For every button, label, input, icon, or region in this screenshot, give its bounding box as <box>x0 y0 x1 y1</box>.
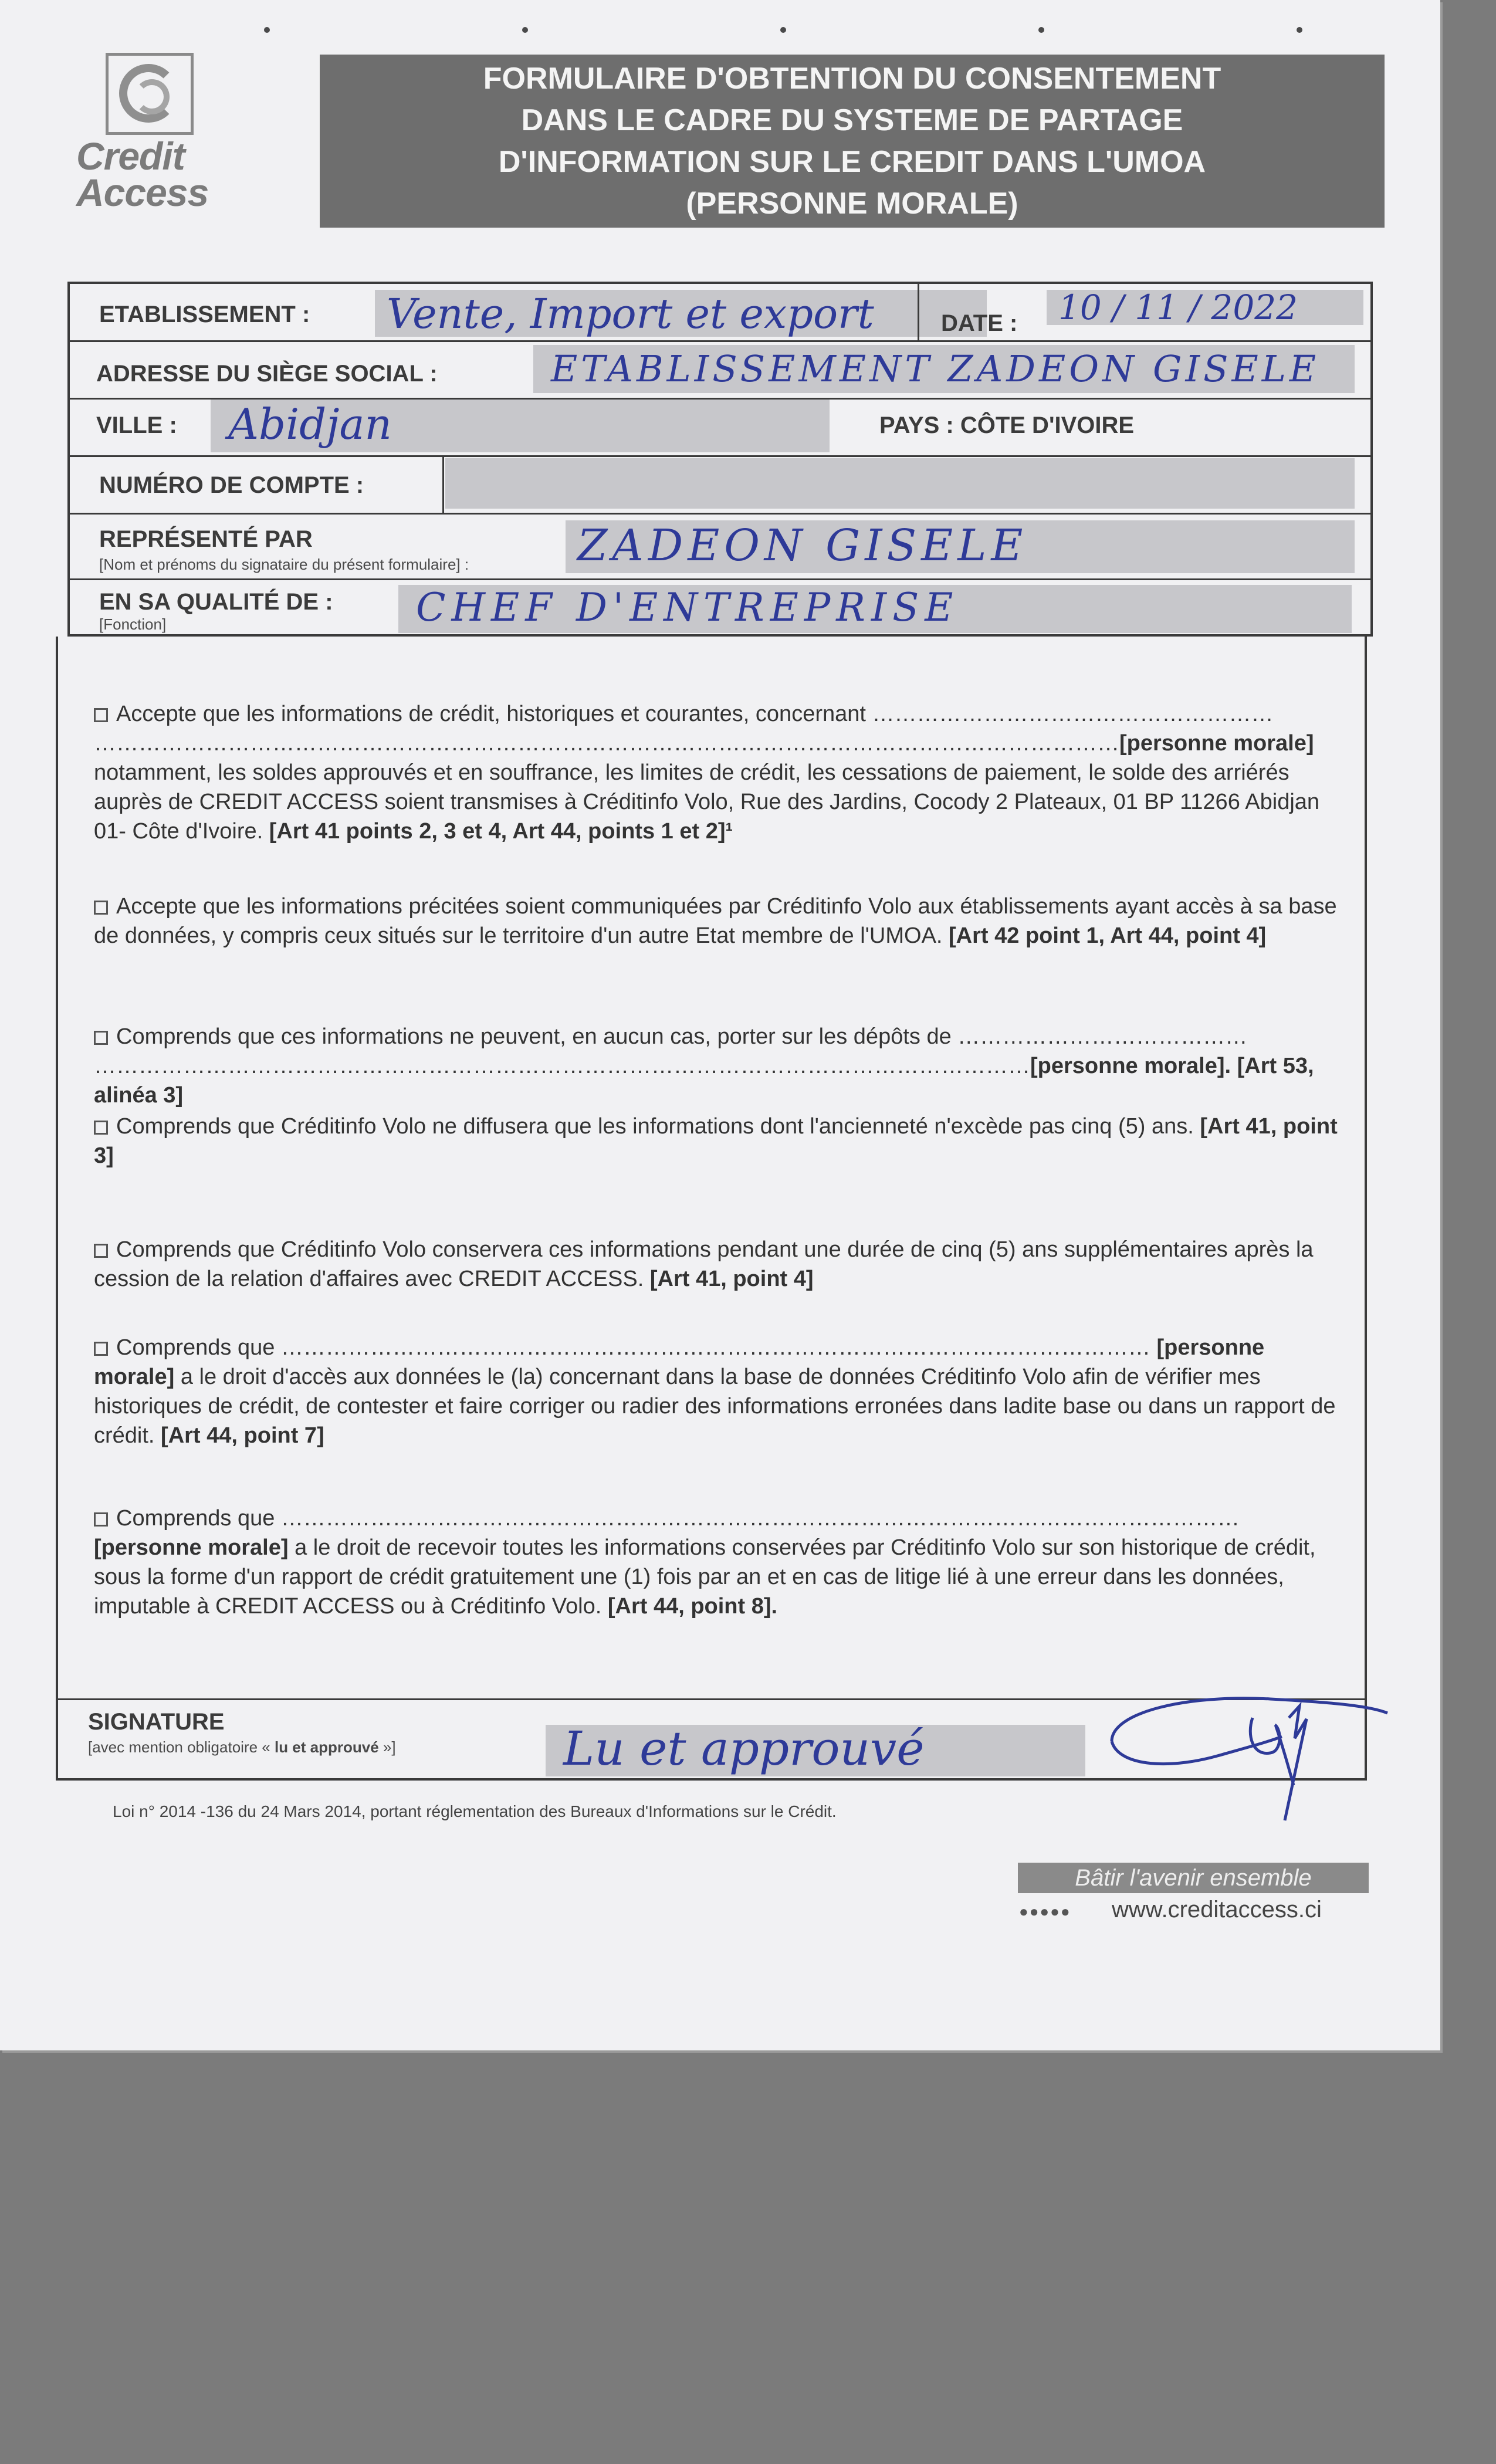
clause-text: Comprends que ces informations ne peuvent, en aucun cas, porter sur les dépôts de ………………………………… ……………………………………………………………………………………………………………… <box>94 1024 1248 1078</box>
ville-label: VILLE : <box>96 412 177 438</box>
clause-tag: [personne morale] <box>94 1535 289 1560</box>
punch-dot <box>780 27 786 33</box>
clause-rest: notamment, les soldes approuvés et en souffrance, les limites de crédit, les cessations de paiement, le solde des arriérés auprès de CREDIT ACCESS soient transmises à Créditinfo Volo, Rue des Jardins, Cocody 2 Plateaux, 01 BP 11266 Abidjan 01- Côte d'Ivoire. <box>94 760 1320 844</box>
checkbox-icon[interactable] <box>94 1512 108 1527</box>
punch-dot <box>1038 27 1044 33</box>
clause-7 <box>94 1504 1338 1621</box>
punch-dot <box>1297 27 1302 33</box>
row-qualite <box>70 580 1370 637</box>
checkbox-icon[interactable] <box>94 1031 108 1045</box>
row-ville-pays <box>70 400 1370 457</box>
clause-text: Accepte que les informations précitées soient communiquées par Créditinfo Volo aux établissements ayant accès à sa base de données, y compris ceux situés sur le territoire d'un autre Etat membre de l'UMOA. <box>94 894 1337 948</box>
signature-sub-prefix: [avec mention obligatoire « <box>88 1738 275 1756</box>
slogan-banner: Bâtir l'avenir ensemble <box>1018 1863 1369 1893</box>
credit-access-logo <box>76 53 246 229</box>
logo-icon <box>106 53 194 135</box>
qualite-sub: [Fonction] <box>99 615 167 633</box>
law-reference: Loi n° 2014 -136 du 24 Mars 2014, portant réglementation des Bureaux d'Informations sur le Crédit. <box>113 1802 837 1820</box>
represente-sub: [Nom et prénoms du signataire du présent formulaire] : <box>99 556 469 573</box>
signature-sub <box>88 1738 396 1756</box>
etablissement-label: ETABLISSEMENT : <box>99 302 310 327</box>
clause-text: Accepte que les informations de crédit, historiques et courantes, concernant ……………………………………………… ………………………………………………………………………………………………………………………… <box>94 702 1274 756</box>
clause-6 <box>94 1333 1338 1450</box>
punch-dot <box>522 27 528 33</box>
compte-label: NUMÉRO DE COMPTE : <box>99 472 364 498</box>
handwritten-signature <box>1077 1683 1405 1835</box>
clause-3 <box>94 1022 1338 1110</box>
form-title: FORMULAIRE D'OBTENTION DU CONSENTEMENT DANS LE CADRE DU SYSTEME DE PARTAGE D'INFORMATION SUR LE CREDIT DANS L'UMOA (PERSONNE MORALE) <box>483 61 1221 221</box>
ville-value: Abidjan <box>228 400 392 449</box>
form-title-banner <box>320 55 1385 228</box>
etablissement-field[interactable] <box>375 290 987 337</box>
clause-5 <box>94 1235 1338 1294</box>
clause-4 <box>94 1112 1338 1170</box>
signature-field[interactable] <box>546 1721 1085 1776</box>
adresse-label: ADRESSE DU SIÈGE SOCIAL : <box>96 361 438 387</box>
clause-ref: [Art 41 points 2, 3 et 4, Art 44, points 1 et 2]¹ <box>269 819 733 844</box>
clause-tag: [personne morale] <box>1119 731 1314 756</box>
row-compte <box>70 457 1370 515</box>
clause-1 <box>94 699 1338 846</box>
adresse-field[interactable] <box>533 345 1355 393</box>
qualite-label: EN SA QUALITÉ DE : <box>99 589 333 615</box>
signature-label: SIGNATURE <box>88 1709 225 1735</box>
clause-ref: [Art 42 point 1, Art 44, point 4] <box>949 923 1267 948</box>
signature-row <box>56 1698 1367 1781</box>
clause-rest: a le droit de recevoir toutes les informations conservées par Créditinfo Volo sur son historique de crédit, sous la forme d'un rapport de crédit gratuitement une (1) fois par an et en cas de litige lié à une erreur dans les données, imputable à CREDIT ACCESS ou à Créditinfo Volo. <box>94 1535 1316 1619</box>
clause-tag: [personne morale] <box>94 1335 1265 1389</box>
clause-tag: [personne morale]. <box>1030 1054 1237 1078</box>
row-adresse <box>70 342 1370 400</box>
identification-table <box>67 282 1373 637</box>
date-label: DATE : <box>941 310 1018 336</box>
pays-label: PAYS : CÔTE D'IVOIRE <box>879 412 1135 438</box>
qualite-value: CHEF D'ENTREPRISE <box>416 585 959 630</box>
row-etablissement <box>70 284 1370 342</box>
clause-ref: [Art 41, point 4] <box>649 1267 814 1291</box>
clause-rest: a le droit d'accès aux données le (la) concernant dans la base de données Créditinfo Volo afin de vérifier mes historiques de crédit, de contester et faire corriger ou radier des informations erronées dans ladite base ou dans un rapport de crédit. <box>94 1365 1336 1448</box>
date-field[interactable] <box>1047 287 1363 327</box>
row-represente <box>70 515 1370 580</box>
clause-text: Comprends que Créditinfo Volo conservera ces informations pendant une durée de cinq (5) ans supplémentaires après la cession de la relation d'affaires avec CREDIT ACCESS. <box>94 1237 1314 1291</box>
clause-2 <box>94 892 1338 950</box>
cell-divider <box>918 284 919 340</box>
clause-text: Comprends que ………………………………………………………………………………………………………………… <box>116 1506 1240 1531</box>
clause-text: Comprends que ……………………………………………………………………………………………………… <box>116 1335 1157 1360</box>
compte-field[interactable] <box>445 458 1355 509</box>
cell-divider <box>442 457 444 513</box>
checkbox-icon[interactable] <box>94 901 108 915</box>
social-icons: ●●●●● <box>1019 1903 1071 1920</box>
qualite-field[interactable] <box>398 585 1352 633</box>
represente-value: ZADEON GISELE <box>577 520 1028 571</box>
clause-text: Comprends que Créditinfo Volo ne diffusera que les informations dont l'ancienneté n'excède pas cinq (5) ans. <box>116 1114 1200 1139</box>
ville-field[interactable] <box>211 400 830 452</box>
signature-sub-bold: lu et approuvé <box>274 1738 379 1756</box>
clause-ref: [Art 44, point 8]. <box>607 1594 778 1619</box>
clause-ref: [Art 53, alinéa 3] <box>94 1054 1314 1108</box>
signature-sub-suffix: »] <box>378 1738 396 1756</box>
clause-ref: [Art 44, point 7] <box>161 1423 324 1448</box>
checkbox-icon[interactable] <box>94 1342 108 1356</box>
website-link[interactable]: www.creditaccess.ci <box>1112 1897 1322 1923</box>
logo-text: Credit Access <box>76 134 209 214</box>
signature-mention: Lu et approuvé <box>563 1721 925 1776</box>
date-value: 10 / 11 / 2022 <box>1058 287 1298 327</box>
represente-field[interactable] <box>566 520 1355 573</box>
checkbox-icon[interactable] <box>94 708 108 722</box>
punch-dot <box>264 27 270 33</box>
clause-ref: [Art 41, point 3] <box>94 1114 1338 1168</box>
etablissement-value: Vente, Import et export <box>387 290 874 338</box>
represente-label: REPRÉSENTÉ PAR <box>99 526 313 552</box>
checkbox-icon[interactable] <box>94 1121 108 1135</box>
adresse-value: ETABLISSEMENT ZADEON GISELE <box>551 347 1320 390</box>
checkbox-icon[interactable] <box>94 1244 108 1258</box>
